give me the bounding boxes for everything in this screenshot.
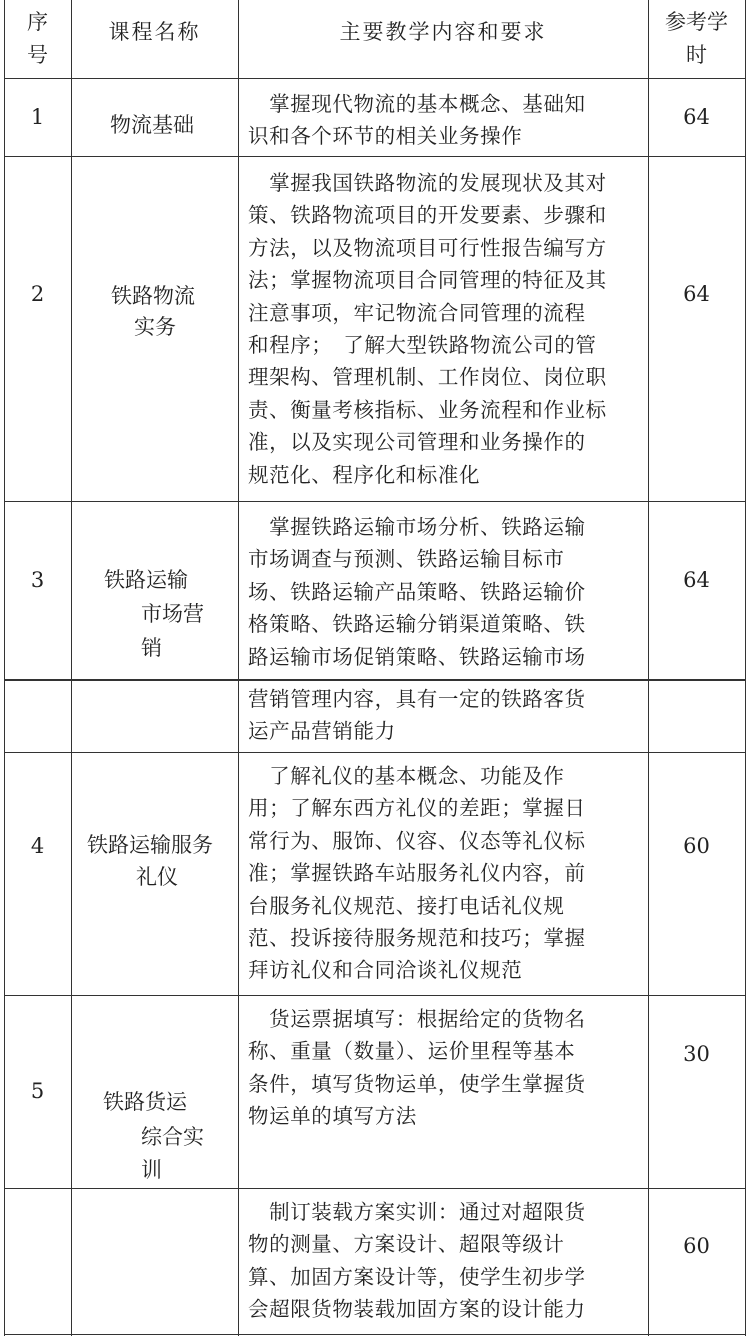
row-course-name: 综合实 bbox=[141, 1125, 204, 1149]
content-line: 了解礼仪的基本概念、功能及作 bbox=[248, 764, 565, 788]
table-border-right bbox=[745, 0, 746, 1336]
row-seq: 2 bbox=[30, 281, 45, 306]
content-line: 货运票据填写：根据给定的货物名 bbox=[248, 1007, 586, 1031]
row-seq: 1 bbox=[30, 104, 45, 129]
header-course-name-text: 课程名称 bbox=[108, 19, 201, 44]
column-divider-2 bbox=[238, 0, 239, 1336]
row-content bbox=[248, 1003, 586, 1133]
row-course-name: 市场营 bbox=[141, 602, 204, 626]
content-line: 责、衡量考核指标、业务流程和作业标 bbox=[248, 397, 607, 422]
header-hours-line: 时 bbox=[686, 43, 707, 67]
header-hours bbox=[648, 0, 745, 78]
content-line: 算、加固方案设计等，使学生初步学 bbox=[248, 1264, 586, 1289]
content-line: 常行为、服饰、仪容、仪态等礼仪标 bbox=[248, 828, 586, 853]
row-content bbox=[248, 88, 586, 153]
row-course-name: 铁路运输服务 bbox=[87, 833, 213, 857]
content-line: 物的测量、方案设计、超限等级计 bbox=[248, 1232, 565, 1257]
row-hours: 64 bbox=[683, 281, 710, 306]
row-content bbox=[248, 760, 586, 987]
content-line: 准；掌握铁路车站服务礼仪内容，前 bbox=[248, 861, 586, 886]
row-divider bbox=[4, 995, 746, 996]
row-divider bbox=[4, 78, 746, 79]
column-divider-1 bbox=[71, 0, 72, 1336]
content-line: 准，以及实现公司管理和业务操作的 bbox=[248, 430, 586, 455]
row-divider bbox=[4, 1188, 746, 1189]
content-line: 条件，填写货物运单，使学生掌握货 bbox=[248, 1071, 586, 1096]
row-hours: 60 bbox=[683, 833, 710, 858]
header-content-text: 主要教学内容和要求 bbox=[339, 19, 547, 44]
row-content bbox=[248, 1196, 586, 1326]
content-line: 格策略、铁路运输分销渠道策略、铁 bbox=[248, 612, 586, 637]
row-course-name: 实务 bbox=[134, 315, 176, 339]
row-divider bbox=[4, 752, 746, 753]
content-line: 营销管理内容，具有一定的铁路客货 bbox=[248, 687, 586, 711]
content-line: 市场调查与预测、铁路运输目标市 bbox=[248, 547, 565, 572]
row-seq: 3 bbox=[30, 567, 45, 592]
row-course-name: 铁路运输 bbox=[104, 568, 188, 592]
content-line: 和程序； 了解大型铁路物流公司的管 bbox=[248, 332, 597, 357]
row-course-name: 礼仪 bbox=[136, 865, 178, 889]
content-line: 物运单的填写方法 bbox=[248, 1104, 417, 1129]
row-hours: 64 bbox=[683, 104, 710, 129]
content-line: 策、铁路物流项目的开发要素、步骤和 bbox=[248, 203, 607, 228]
content-line: 运产品营销能力 bbox=[248, 719, 396, 744]
content-line: 制订装载方案实训：通过对超限货 bbox=[248, 1200, 586, 1224]
content-line: 路运输市场促销策略、铁路运输市场 bbox=[248, 644, 586, 669]
content-line: 法；掌握物流项目合同管理的特征及其 bbox=[248, 268, 607, 293]
row-hours: 60 bbox=[683, 1233, 710, 1258]
header-seq-line: 序 bbox=[27, 10, 48, 34]
row-divider bbox=[4, 501, 746, 502]
row-course-name: 物流基础 bbox=[110, 113, 194, 137]
row-seq: 4 bbox=[30, 833, 45, 858]
row-hours: 64 bbox=[683, 567, 710, 592]
table-border-bottom bbox=[4, 1334, 746, 1335]
row-content bbox=[248, 511, 586, 673]
header-seq-line: 号 bbox=[27, 43, 48, 67]
content-line: 掌握现代物流的基本概念、基础知 bbox=[248, 92, 586, 116]
content-line: 拜访礼仪和合同洽谈礼仪规范 bbox=[248, 958, 523, 983]
content-line: 会超限货物装载加固方案的设计能力 bbox=[248, 1297, 586, 1322]
row-course-name: 销 bbox=[141, 636, 162, 660]
content-line: 掌握我国铁路物流的发展现状及其对 bbox=[248, 171, 607, 195]
content-line: 用；了解东西方礼仪的差距；掌握日 bbox=[248, 796, 586, 821]
content-line: 注意事项，牢记物流合同管理的流程 bbox=[248, 300, 586, 325]
content-line: 场、铁路运输产品策略、铁路运输价 bbox=[248, 579, 586, 604]
header-hours-line: 参考学 bbox=[665, 10, 728, 34]
header-course-name bbox=[71, 0, 238, 64]
content-line: 识和各个环节的相关业务操作 bbox=[248, 124, 523, 149]
row-course-name: 铁路货运 bbox=[103, 1090, 187, 1114]
content-line: 称、重量（数量）、运价里程等基本 bbox=[248, 1039, 576, 1064]
row-course-name: 铁路物流 bbox=[111, 284, 195, 308]
row-seq: 5 bbox=[30, 1079, 45, 1103]
content-line: 掌握铁路运输市场分析、铁路运输 bbox=[248, 515, 586, 539]
page-break-divider bbox=[4, 679, 746, 681]
content-line: 台服务礼仪规范、接打电话礼仪规 bbox=[248, 893, 565, 918]
header-content bbox=[238, 0, 648, 64]
row-content-continued bbox=[248, 683, 586, 748]
content-line: 理架构、管理机制、工作岗位、岗位职 bbox=[248, 365, 607, 390]
row-content bbox=[248, 167, 607, 491]
header-seq bbox=[4, 0, 71, 78]
row-divider bbox=[4, 156, 746, 157]
content-line: 范、投诉接待服务规范和技巧；掌握 bbox=[248, 925, 586, 950]
content-line: 规范化、程序化和标准化 bbox=[248, 462, 481, 487]
row-hours: 30 bbox=[683, 1041, 710, 1066]
content-line: 方法，以及物流项目可行性报告编写方 bbox=[248, 235, 607, 260]
row-course-name: 训 bbox=[141, 1158, 162, 1182]
